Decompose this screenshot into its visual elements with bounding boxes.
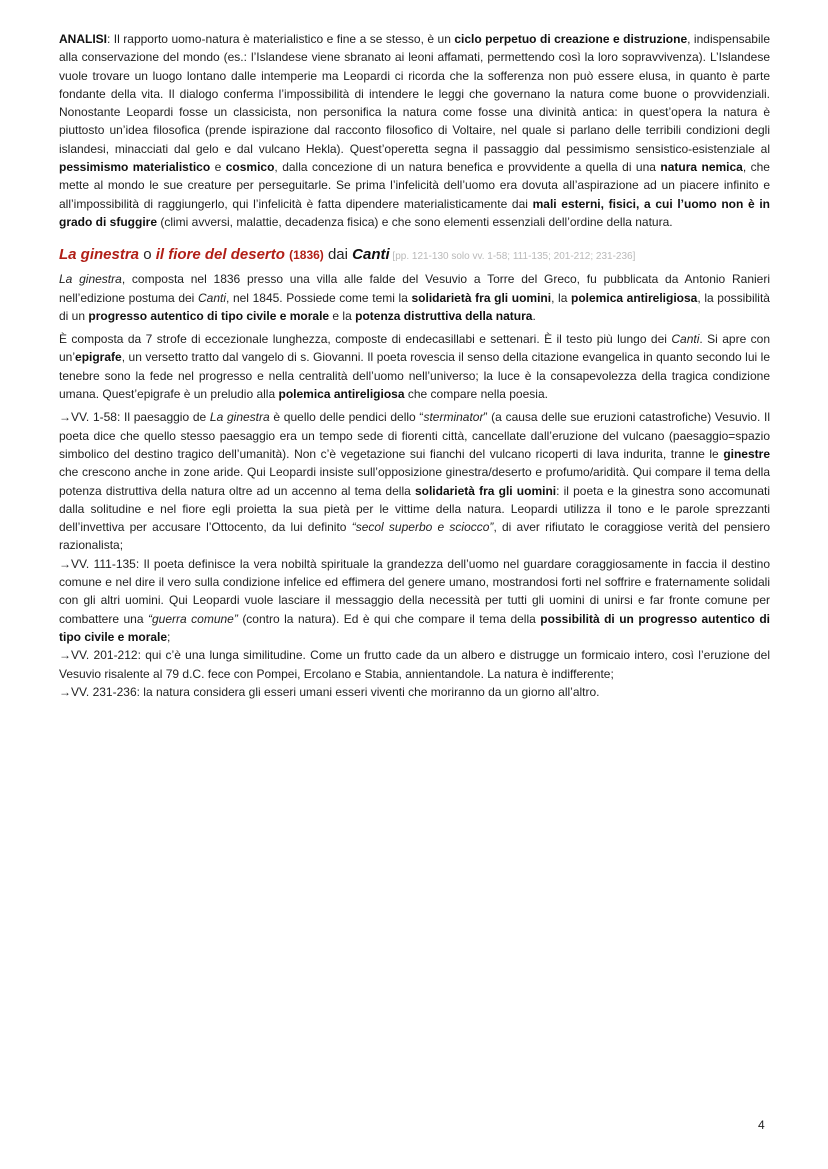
verses-231-236-paragraph: →VV. 231-236: la natura considera gli esseri umani esseri viventi che moriranno da un giorno all’altro.	[59, 684, 600, 699]
heading-year: (1836)	[289, 248, 324, 263]
verses-1-58-paragraph: →VV. 1-58: Il paesaggio de La ginestra è quello delle pendici dello “sterminator” (a causa delle sue eruzioni catastrofiche) Vesuvio. Il poeta dice che quello stesso paesaggio era un tempo sede di fiorenti città, cancellate dall’eruzione del vulcano (paesaggio=spazio simbolico del destino tragico dell’umanità). Non c’è vegetazione sui fianchi del vulcano ricoperti di lava indurita, tranne le ginestre che crescono anche in zone aride. Qui Leopardi insiste sull’opposizione ginestra/deserto e profumo/aridità. Qui compare il tema della potenza distruttiva della natura oltre ad un accenno al tema della solidarietà fra gli uomini: il poeta e la ginestra sono accomunati dalla solitudine e nel fiore egli proietta la sua pietà per le vittime della natura. Leopardi utilizza il tono e le parole sprezzanti dell’invettiva per accusare l’Ottocento, da lui definito “secol superbo e sciocco”, di aver rifiutato le coraggiose verità del pensiero razionalista;	[59, 410, 771, 553]
section-heading: La ginestra o il fiore del deserto (1836) dai Canti [pp. 121-130 solo vv. 1-58; 111-135; 201-212; 231-236]	[59, 246, 636, 264]
heading-page-range: [pp. 121-130 solo vv. 1-58; 111-135; 201-212; 231-236]	[389, 251, 636, 263]
analisi-paragraph: ANALISI: Il rapporto uomo-natura è materialistico e fine a se stesso, è un ciclo perpetuo di creazione e distruzione, indispensabile alla conservazione del mondo (es.: l’Islandese viene sbranato ai leoni affamati, permettendo così la loro sopravvivenza). L’Islandese vuole trovare un luogo lontano dalle intemperie ma Leopardi ci ricorda che la sofferenza non può essere elusa, in quanto è parte fondante della vita. Il dialogo conferma l’impossibilità di intendere le leggi che governano la natura come buone o provvidenziali. Nonostante Leopardi fosse un classicista, non personifica la natura come fosse una divinità antica: in quest’opera la natura è piuttosto un’idea filosofica (prende ispirazione dal racconto filosofico di Voltaire, nel quale si parlano delle terribili condizioni degli islandesi, minacciati dal gelo e dal vulcano Hekla). Quest’operetta segna il passaggio dal pessimismo sensistico-esistenziale al pessimismo materialistico e cosmico, dalla concezione di un natura benefica e provvidente a quella di una natura nemica, che mette al mondo le sue creature per perseguitarle. Se prima l’infelicità dell’uomo era dovuta all’aspirazione ad un piacere infinito e all’impossibilità di raggiungerlo, qui l’infelicità è fatta dipendere materialisticamente dai mali esterni, fisici, a cui l’uomo non è in grado di sfuggire (climi avversi, malattie, decadenza fisica) e che sono elementi essenziali dell’ordine della natura.	[59, 32, 770, 229]
verses-201-212-paragraph: →VV. 201-212: qui c’è una lunga similitudine. Come un frutto cade da un albero e distrugge un formicaio intero, così l’eruzione del Vesuvio risalente al 79 d.C. fece con Pompei, Ercolano e Stabia, annientandole. La natura è indifferente;	[59, 648, 770, 681]
struttura-paragraph: È composta da 7 strofe di eccezionale lunghezza, composte di endecasillabi e settenari. È il testo più lungo dei Canti. Si apre con un’epigrafe, un versetto tratto dal vangelo di s. Giovanni. Il poeta rovescia il senso della citazione evangelica in quanto secondo lui le tenebre sono la fede nel progresso e nella centralità dell’uomo nell’universo; la luce è la consapevolezza della tragica condizione umana. Quest’epigrafe è un preludio alla polemica antireligiosa che compare nella poesia.	[59, 332, 771, 402]
analisi-label: ANALISI	[59, 32, 107, 46]
page-number: 4	[758, 1118, 765, 1132]
intro-paragraph: La ginestra, composta nel 1836 presso una villa alle falde del Vesuvio a Torre del Greco, fu pubblicata da Antonio Ranieri nell’edizione postuma dei Canti, nel 1845. Possiede come temi la solidarietà fra gli uomini, la polemica antireligiosa, la possibilità di un progresso autentico di tipo civile e morale e la potenza distruttiva della natura.	[59, 272, 771, 323]
page-content	[59, 30, 770, 701]
verses-111-135-paragraph: →VV. 111-135: Il poeta definisce la vera nobiltà spirituale la grandezza dell’uomo nel guardare coraggiosamente in faccia il destino comune e nel dire il vero sulla condizione infelice ed effimera del genere umano, mostrandosi forti nel soffrire e fraternamente solidali con gli altri uomini. Qui Leopardi vuole lasciare il messaggio della necessità per tutti gli uomini di unirsi e far fronte comune per combattere una “guerra comune” (contro la natura). Ed è qui che compare il tema della possibilità di un progresso autentico di tipo civile e morale;	[59, 556, 770, 644]
